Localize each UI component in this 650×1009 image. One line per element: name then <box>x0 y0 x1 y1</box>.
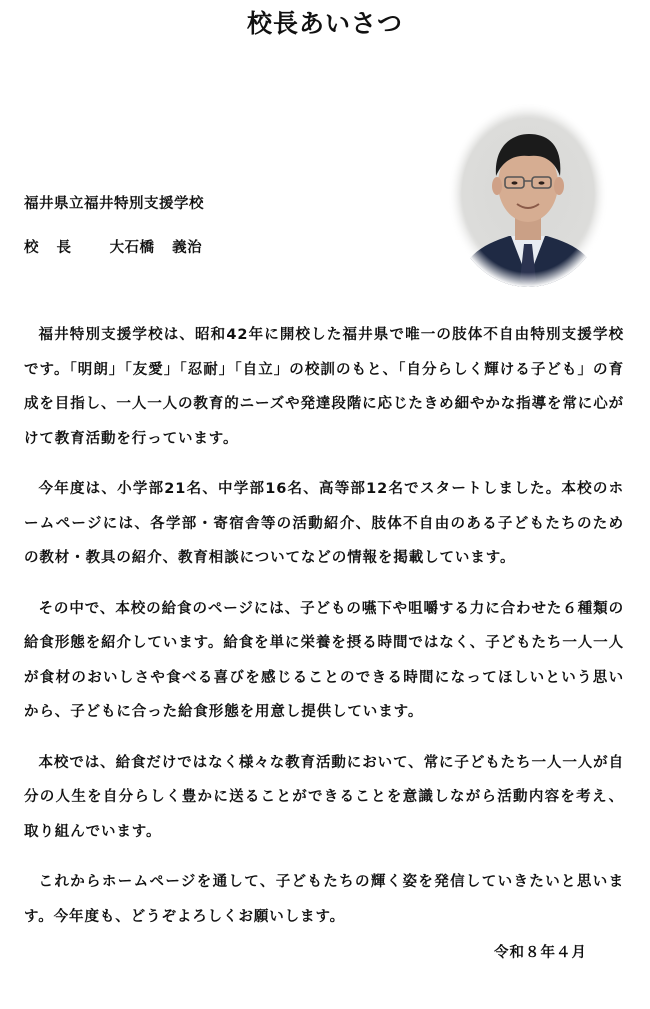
greeting-paragraph: 福井特別支援学校は、昭和42年に開校した福井県で唯一の肢体不自由特別支援学校です。「明朗」「友愛」「忍耐」「自立」の校訓のもと、「自分らしく輝ける子ども」の育成を目指し、一人一人の教育的ニーズや発達段階に応じたきめ細やかな指導を常に心がけて教育活動を行っています。 <box>24 327 624 447</box>
principal-portrait <box>449 104 607 287</box>
greeting-body <box>24 318 624 950</box>
principal-name: 大石橋 義治 <box>109 240 203 256</box>
principal-line <box>24 236 202 257</box>
greeting-paragraph: これからホームページを通して、子どもたちの輝く姿を発信していきたいと思います。今年度も、どうぞよろしくお願いします。 <box>24 874 624 925</box>
principal-role: 校長 <box>24 240 89 256</box>
greeting-paragraph: 今年度は、小学部21名、中学部16名、高等部12名でスタートしました。本校のホームページには、各学部・寄宿舎等の活動紹介、肢体不自由のある子どもたちのための教材・教具の紹介、教育相談についてなどの情報を掲載しています。 <box>24 481 624 566</box>
page-title: 校長あいさつ <box>246 9 403 38</box>
greeting-paragraph: その中で、本校の給食のページには、子どもの嚥下や咀嚼する力に合わせた６種類の給食形態を紹介しています。給食を単に栄養を摂る時間ではなく、子どもたち一人一人が食材のおいしさや食べる喜びを感じることのできる時間になってほしいという思いから、子どもに合った給食形態を用意し提供しています。 <box>24 600 624 720</box>
date-line: 令和８年４月 <box>494 945 587 961</box>
school-name: 福井県立福井特別支援学校 <box>24 196 204 212</box>
greeting-paragraph: 本校では、給食だけではなく様々な教育活動において、常に子どもたち一人一人が自分の人生を自分らしく豊かに送ることができることを意識しながら活動内容を考え、取り組んでいます。 <box>24 754 624 840</box>
